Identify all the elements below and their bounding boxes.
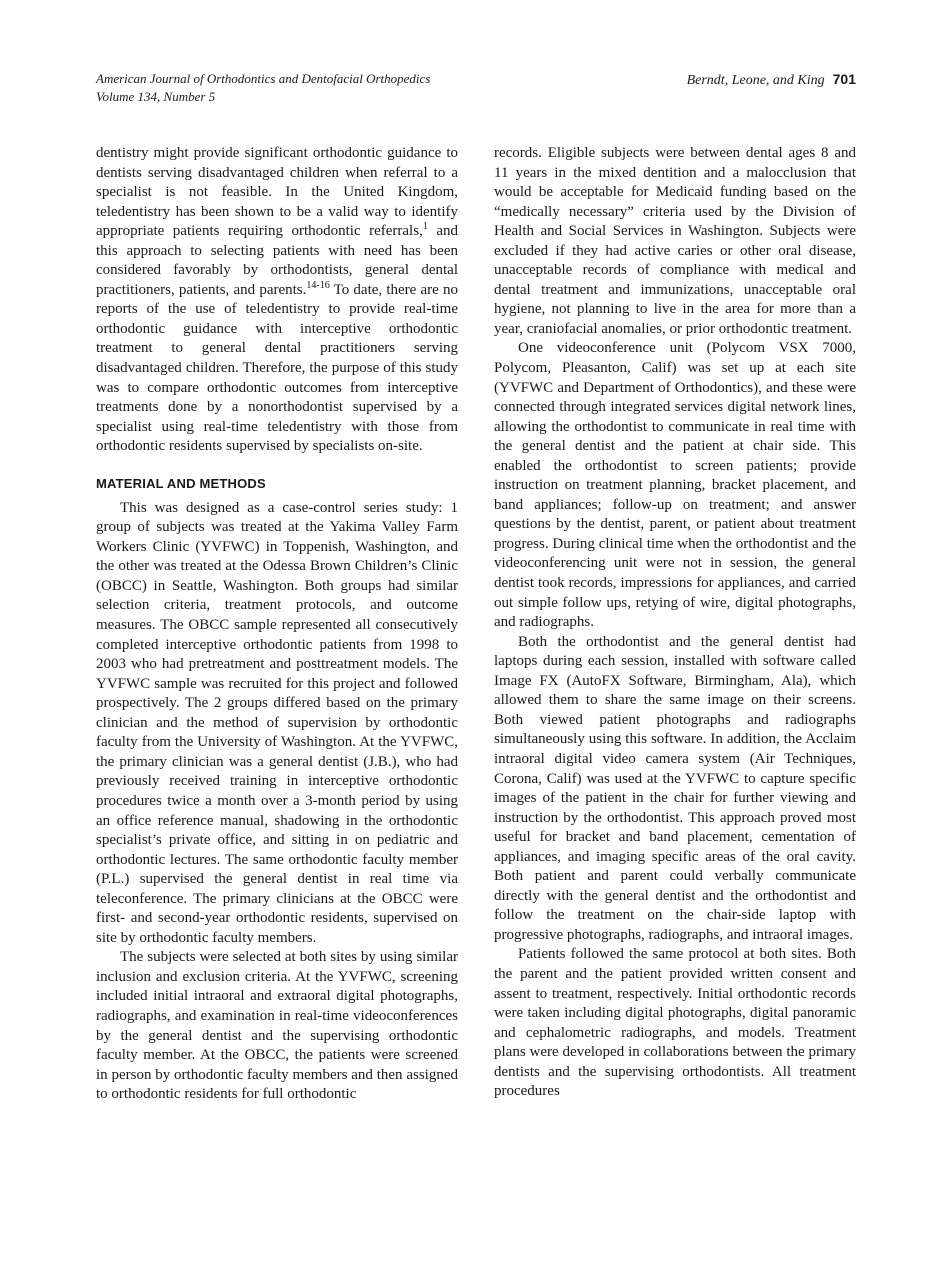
running-authors: Berndt, Leone, and King bbox=[686, 73, 825, 88]
intro-text-1: dentistry might provide significant orthodontic guidance to dentists serving disadvantaged children when referral to a specialist is not feasible. In the United Kingdom, teledentistry has been shown to be a valid way to identify appropriate patients requiring orthodontic referrals, bbox=[96, 145, 458, 240]
journal-citation bbox=[96, 70, 430, 106]
methods-paragraph-4: One videoconference unit (Polycom VSX 7000, Polycom, Pleasanton, Calif) was set up at each site (YVFWC and Department of Orthodontics), and these were connected through integrated services digital network lines, allowing the orthodontist to communicate in real time with the general dentist and the patient at chair side. This enabled the orthodontist to screen patients; provide instruction on treatment planning, bracket placement, and band appliances; follow-up on treatment; and answer questions by the dentist, parent, or patient about treatment progress. During clinical time when the orthodontist and the videoconferencing unit were not in session, the general dentist took records, impressions for appliances, and carried out simple follow ups, retying of wire, digital photographs, and radiographs. bbox=[494, 340, 856, 631]
journal-volume: Volume 134, Number 5 bbox=[96, 89, 216, 104]
running-header bbox=[96, 70, 856, 110]
page-number: 701 bbox=[832, 71, 856, 87]
methods-paragraph-5: Both the orthodontist and the general dentist had laptops during each session, installed with software called Image FX (AutoFX Software, Birmingham, Ala), which allowed them to share the same image on their screens. Both viewed patient photographs and radiographs simultaneously using this software. In addition, the Acclaim intraoral digital video camera system (Air Techniques, Corona, Calif) was used at the YVFWC to capture specific images of the patient in the chair for further viewing and instruction by the orthodontist. This approach proved most useful for bracket and band placement, cementation of appliances, and imaging specific areas of the oral cavity. Both patient and parent could verbally communicate directly with the general dentist and the orthodontist and follow the treatment on the chair-side laptop with progressive photographs, radiographs, and intraoral images. bbox=[494, 633, 856, 943]
methods-paragraph-3: records. Eligible subjects were between dental ages 8 and 11 years in the mixed dentition and a malocclusion that would be acceptable for Medicaid funding based on the “medically necessary” criteria used by the Division of Health and Social Services in Washington. Subjects were excluded if they had active caries or other oral disease, unacceptable records of compliance with medical and dental treatment and immunizations, unacceptable oral hygiene, not planning to live in the area for more than a year, craniofacial anomalies, or prior orthodontic treatment. bbox=[494, 145, 856, 337]
running-title bbox=[687, 70, 856, 90]
intro-paragraph-end bbox=[96, 144, 458, 457]
methods-paragraph-6: Patients followed the same protocol at both sites. Both the parent and the patient provided written consent and assent to treatment, respectively. Initial orthodontic records were taken including digital photographs, digital panoramic and cephalometric radiographs, and models. Treatment plans were developed in collaborations between the primary dentists and the supervising orthodontists. All treatment procedures bbox=[494, 946, 856, 1100]
reference-link-1[interactable]: 1 bbox=[422, 221, 428, 233]
intro-text-2: and this approach to selecting patients with need has been considered favorably by orthodontists, general dental practitioners, patients, and parents. bbox=[96, 223, 458, 298]
methods-paragraph-2: The subjects were selected at both sites by using similar inclusion and exclusion criteria. At the YVFWC, screening included initial intraoral and extraoral digital photographs, radiographs, and examination in real-time videoconferences by the general dentist and the supervising orthodontic faculty member. At the OBCC, the patients were screened in person by orthodontic faculty members and then assigned to orthodontic residents for full orthodontic bbox=[96, 949, 458, 1103]
right-column bbox=[494, 144, 856, 1102]
journal-title: American Journal of Orthodontics and Dentofacial Orthopedics bbox=[96, 71, 431, 86]
left-column bbox=[96, 144, 458, 1105]
section-heading-methods: MATERIAL AND METHODS bbox=[96, 475, 266, 491]
intro-text-3: To date, there are no reports of the use of teledentistry to provide real-time orthodontic guidance with interceptive orthodontic treatment to general dental practitioners serving disadvantaged children. Therefore, the purpose of this study was to compare orthodontic outcomes from interceptive treatments done by a nonorthodontist supervised by a specialist using real-time teledentistry with those from orthodontic residents supervised by specialists on-site. bbox=[96, 281, 458, 455]
reference-link-14-16[interactable]: 14-16 bbox=[306, 279, 330, 291]
methods-paragraph-1: This was designed as a case-control series study: 1 group of subjects was treated at the Yakima Valley Farm Workers Clinic (YVFWC) in Toppenish, Washington, and the other was treated at the Odessa Brown Children’s Clinic (OBCC) in Seattle, Washington. Both groups had similar selection criteria, treatment protocols, and outcome measures. The OBCC sample represented all consecutively completed interceptive orthodontic patients from 1998 to 2003 who had pretreatment and posttreatment models. The YVFWC sample was recruited for this project and followed prospectively. The 2 groups differed based on the primary clinician and the method of supervision by orthodontic faculty from the University of Washington. At the YVFWC, the primary clinician was a general dentist (J.B.), who had previously received training in interceptive orthodontic procedures twice a month over a 3-month period by using an office reference manual, shadowing in the orthodontic specialist’s private office, and sitting in on pediatric and orthodontic lectures. The same orthodontic faculty member (P.L.) supervised the general dentist in real time via teleconference. The primary clinicians at the OBCC were first- and second-year orthodontic residents, supervised on site by orthodontic faculty members. bbox=[96, 499, 458, 946]
